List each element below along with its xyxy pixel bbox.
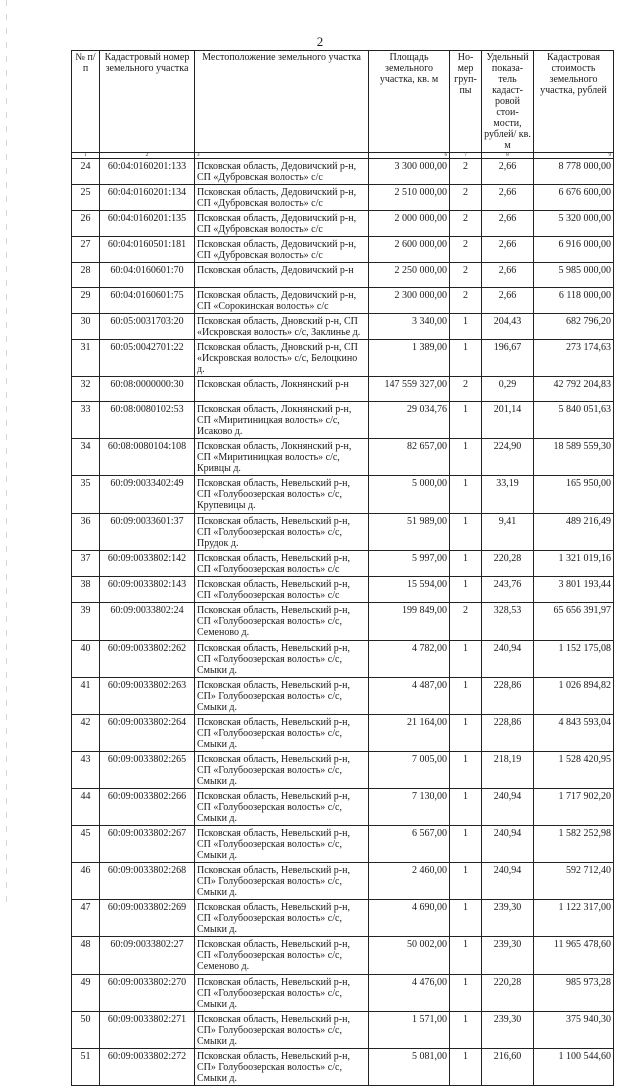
cell-unit-rate: 204,43 bbox=[482, 314, 534, 340]
cell-row-number: 37 bbox=[72, 551, 100, 577]
cell-row-number: 43 bbox=[72, 752, 100, 789]
cell-group-number: 2 bbox=[450, 288, 482, 314]
cell-unit-rate: 218,19 bbox=[482, 752, 534, 789]
cell-row-number: 34 bbox=[72, 439, 100, 476]
cell-row-number: 47 bbox=[72, 900, 100, 937]
cell-cadastral-cost: 1 152 175,08 bbox=[534, 641, 614, 678]
scan-edge bbox=[6, 0, 7, 905]
cell-location: Псковская область, Невельский р-н, СП» Голубоозерская волость» с/с, Смыки д. bbox=[195, 1012, 369, 1049]
cell-row-number: 25 bbox=[72, 185, 100, 211]
header-area: Площадь земельного участка, кв. м bbox=[369, 51, 450, 153]
cell-unit-rate: 328,53 bbox=[482, 603, 534, 641]
cell-cadastral-number: 60:09:0033802:143 bbox=[100, 577, 195, 603]
cell-cadastral-number: 60:04:0160601:75 bbox=[100, 288, 195, 314]
cell-group-number: 1 bbox=[450, 1012, 482, 1049]
cell-location: Псковская область, Невельский р-н, СП «Голубоозерская волость» с/с, Прудок д. bbox=[195, 514, 369, 551]
cell-area: 3 340,00 bbox=[369, 314, 450, 340]
cell-cadastral-cost: 273 174,63 bbox=[534, 340, 614, 377]
cell-unit-rate: 239,30 bbox=[482, 937, 534, 975]
cell-group-number: 2 bbox=[450, 185, 482, 211]
table-row bbox=[72, 641, 614, 678]
cell-area: 2 250 000,00 bbox=[369, 263, 450, 288]
cell-group-number: 1 bbox=[450, 439, 482, 476]
cell-unit-rate: 240,94 bbox=[482, 641, 534, 678]
cell-location: Псковская область, Дедовичский р-н, СП «Дубровская волость» с/с bbox=[195, 237, 369, 263]
cell-cadastral-number: 60:09:0033802:27 bbox=[100, 937, 195, 975]
cell-cadastral-number: 60:04:0160201:135 bbox=[100, 211, 195, 237]
cell-location: Псковская область, Дедовичский р-н, СП «Дубровская волость» с/с bbox=[195, 185, 369, 211]
cell-row-number: 51 bbox=[72, 1049, 100, 1086]
cell-row-number: 49 bbox=[72, 975, 100, 1012]
cell-row-number: 33 bbox=[72, 402, 100, 439]
cell-cadastral-cost: 65 656 391,97 bbox=[534, 603, 614, 641]
cell-group-number: 1 bbox=[450, 402, 482, 439]
cell-area: 2 460,00 bbox=[369, 863, 450, 900]
cell-unit-rate: 201,14 bbox=[482, 402, 534, 439]
cell-area: 3 300 000,00 bbox=[369, 159, 450, 185]
cell-area: 21 164,00 bbox=[369, 715, 450, 752]
col-index: 1 bbox=[72, 153, 100, 159]
cell-group-number: 1 bbox=[450, 476, 482, 514]
cell-unit-rate: 2,66 bbox=[482, 288, 534, 314]
table-row bbox=[72, 715, 614, 752]
cell-unit-rate: 243,76 bbox=[482, 577, 534, 603]
cell-row-number: 27 bbox=[72, 237, 100, 263]
cell-cadastral-cost: 1 026 894,82 bbox=[534, 678, 614, 715]
table-row bbox=[72, 288, 614, 314]
cell-cadastral-cost: 6 676 600,00 bbox=[534, 185, 614, 211]
cell-location: Псковская область, Локнянский р-н, СП «Миритиницкая волость» с/с, Исаково д. bbox=[195, 402, 369, 439]
cell-group-number: 2 bbox=[450, 377, 482, 402]
cell-cadastral-number: 60:08:0000000:30 bbox=[100, 377, 195, 402]
table-row bbox=[72, 826, 614, 863]
cell-area: 4 487,00 bbox=[369, 678, 450, 715]
cell-area: 6 567,00 bbox=[369, 826, 450, 863]
cell-unit-rate: 33,19 bbox=[482, 476, 534, 514]
cell-group-number: 2 bbox=[450, 211, 482, 237]
header-cadastral-number: Кадастровый номер земельного участка bbox=[100, 51, 195, 153]
cell-cadastral-cost: 1 100 544,60 bbox=[534, 1049, 614, 1086]
cell-location: Псковская область, Невельский р-н, СП «Голубоозерская волость» с/с, Крупевицы д. bbox=[195, 476, 369, 514]
cell-location: Псковская область, Невельский р-н, СП «Голубоозерская волость» с/с bbox=[195, 551, 369, 577]
table-row bbox=[72, 577, 614, 603]
cell-cadastral-number: 60:04:0160201:134 bbox=[100, 185, 195, 211]
cell-cadastral-number: 60:04:0160501:181 bbox=[100, 237, 195, 263]
cell-location: Псковская область, Невельский р-н, СП «Голубоозерская волость» с/с, Смыки д. bbox=[195, 900, 369, 937]
table-row bbox=[72, 314, 614, 340]
cell-area: 4 690,00 bbox=[369, 900, 450, 937]
cell-cadastral-number: 60:09:0033402:49 bbox=[100, 476, 195, 514]
cell-group-number: 1 bbox=[450, 577, 482, 603]
cell-area: 50 002,00 bbox=[369, 937, 450, 975]
cell-area: 2 000 000,00 bbox=[369, 211, 450, 237]
cell-location: Псковская область, Локнянский р-н, СП «Миритиницкая волость» с/с, Кривцы д. bbox=[195, 439, 369, 476]
page-number: 2 bbox=[316, 34, 324, 49]
cell-unit-rate: 240,94 bbox=[482, 863, 534, 900]
cell-row-number: 48 bbox=[72, 937, 100, 975]
cell-area: 5 997,00 bbox=[369, 551, 450, 577]
cell-row-number: 40 bbox=[72, 641, 100, 678]
cadastral-value-table bbox=[71, 50, 614, 1086]
cell-cadastral-cost: 1 582 252,98 bbox=[534, 826, 614, 863]
cell-area: 5 081,00 bbox=[369, 1049, 450, 1086]
cell-location: Псковская область, Невельский р-н, СП «Голубоозерская волость» с/с bbox=[195, 577, 369, 603]
table-row bbox=[72, 937, 614, 975]
cell-row-number: 42 bbox=[72, 715, 100, 752]
cell-area: 2 300 000,00 bbox=[369, 288, 450, 314]
cell-cadastral-cost: 682 796,20 bbox=[534, 314, 614, 340]
cell-group-number: 1 bbox=[450, 863, 482, 900]
col-index: 2 bbox=[100, 153, 195, 159]
cell-group-number: 1 bbox=[450, 551, 482, 577]
cell-cadastral-cost: 4 843 593,04 bbox=[534, 715, 614, 752]
table-row bbox=[72, 1012, 614, 1049]
cell-unit-rate: 9,41 bbox=[482, 514, 534, 551]
cell-cadastral-cost: 42 792 204,83 bbox=[534, 377, 614, 402]
cell-area: 2 510 000,00 bbox=[369, 185, 450, 211]
cell-cadastral-number: 60:05:0031703:20 bbox=[100, 314, 195, 340]
cell-area: 4 782,00 bbox=[369, 641, 450, 678]
table-row bbox=[72, 863, 614, 900]
cell-row-number: 30 bbox=[72, 314, 100, 340]
cell-cadastral-number: 60:09:0033802:266 bbox=[100, 789, 195, 826]
cell-location: Псковская область, Дедовичский р-н, СП «Сорокинская волость» с/с bbox=[195, 288, 369, 314]
cell-location: Псковская область, Невельский р-н, СП «Голубоозерская волость» с/с, Смыки д. bbox=[195, 975, 369, 1012]
header-rate: Удельный показа-тель кадаст-ровой стои-мости, рублей/ кв. м bbox=[482, 51, 534, 153]
table-row bbox=[72, 1049, 614, 1086]
cell-cadastral-number: 60:09:0033802:265 bbox=[100, 752, 195, 789]
cell-cadastral-cost: 6 118 000,00 bbox=[534, 288, 614, 314]
cell-area: 1 389,00 bbox=[369, 340, 450, 377]
cell-unit-rate: 216,60 bbox=[482, 1049, 534, 1086]
cell-row-number: 32 bbox=[72, 377, 100, 402]
cell-cadastral-cost: 1 321 019,16 bbox=[534, 551, 614, 577]
header-row bbox=[72, 51, 614, 153]
cell-unit-rate: 2,66 bbox=[482, 185, 534, 211]
cell-cadastral-cost: 1 528 420,95 bbox=[534, 752, 614, 789]
cell-row-number: 46 bbox=[72, 863, 100, 900]
cell-cadastral-cost: 592 712,40 bbox=[534, 863, 614, 900]
cell-area: 5 000,00 bbox=[369, 476, 450, 514]
table-row bbox=[72, 551, 614, 577]
cell-area: 147 559 327,00 bbox=[369, 377, 450, 402]
cell-area: 1 571,00 bbox=[369, 1012, 450, 1049]
table-row bbox=[72, 789, 614, 826]
cell-group-number: 1 bbox=[450, 1049, 482, 1086]
cell-location: Псковская область, Невельский р-н, СП «Голубоозерская волость» с/с, Смыки д. bbox=[195, 789, 369, 826]
cell-unit-rate: 2,66 bbox=[482, 263, 534, 288]
cell-area: 15 594,00 bbox=[369, 577, 450, 603]
cell-area: 51 989,00 bbox=[369, 514, 450, 551]
cell-location: Псковская область, Невельский р-н, СП» Голубоозерская волость» с/с, Смыки д. bbox=[195, 863, 369, 900]
cell-location: Псковская область, Дедовичский р-н, СП «Дубровская волость» с/с bbox=[195, 211, 369, 237]
cell-unit-rate: 240,94 bbox=[482, 789, 534, 826]
cell-cadastral-number: 60:09:0033802:24 bbox=[100, 603, 195, 641]
cell-unit-rate: 239,30 bbox=[482, 1012, 534, 1049]
cell-area: 7 130,00 bbox=[369, 789, 450, 826]
header-location: Местоположение земельного участка bbox=[195, 51, 369, 153]
table-row bbox=[72, 377, 614, 402]
col-index: 6 bbox=[369, 153, 450, 159]
cell-group-number: 1 bbox=[450, 715, 482, 752]
cell-location: Псковская область, Невельский р-н, СП «Голубоозерская волость» с/с, Смыки д. bbox=[195, 826, 369, 863]
table-row bbox=[72, 263, 614, 288]
cell-location: Псковская область, Невельский р-н, СП «Голубоозерская волость» с/с, Смыки д. bbox=[195, 715, 369, 752]
cell-area: 199 849,00 bbox=[369, 603, 450, 641]
table-row bbox=[72, 900, 614, 937]
table-row bbox=[72, 476, 614, 514]
table-row bbox=[72, 975, 614, 1012]
cell-group-number: 1 bbox=[450, 937, 482, 975]
cell-location: Псковская область, Невельский р-н, СП» Голубоозерская волость» с/с, Смыки д. bbox=[195, 678, 369, 715]
cell-row-number: 41 bbox=[72, 678, 100, 715]
cell-unit-rate: 228,86 bbox=[482, 678, 534, 715]
cell-cadastral-cost: 1 717 902,20 bbox=[534, 789, 614, 826]
cell-cadastral-number: 60:08:0080104:108 bbox=[100, 439, 195, 476]
cell-row-number: 28 bbox=[72, 263, 100, 288]
cell-unit-rate: 2,66 bbox=[482, 159, 534, 185]
cell-group-number: 1 bbox=[450, 900, 482, 937]
cell-group-number: 1 bbox=[450, 975, 482, 1012]
cell-unit-rate: 0,29 bbox=[482, 377, 534, 402]
cell-row-number: 45 bbox=[72, 826, 100, 863]
cell-row-number: 24 bbox=[72, 159, 100, 185]
table-row bbox=[72, 752, 614, 789]
cell-group-number: 1 bbox=[450, 514, 482, 551]
cell-location: Псковская область, Невельский р-н, СП» Голубоозерская волость» с/с, Смыки д. bbox=[195, 1049, 369, 1086]
cell-unit-rate: 220,28 bbox=[482, 551, 534, 577]
table-row bbox=[72, 340, 614, 377]
cell-group-number: 1 bbox=[450, 641, 482, 678]
cell-group-number: 1 bbox=[450, 826, 482, 863]
cell-location: Псковская область, Локнянский р-н bbox=[195, 377, 369, 402]
cell-group-number: 2 bbox=[450, 263, 482, 288]
cell-cadastral-number: 60:09:0033802:263 bbox=[100, 678, 195, 715]
cell-cadastral-number: 60:09:0033802:268 bbox=[100, 863, 195, 900]
cell-cadastral-number: 60:05:0042701:22 bbox=[100, 340, 195, 377]
cell-group-number: 2 bbox=[450, 603, 482, 641]
cell-cadastral-number: 60:09:0033802:267 bbox=[100, 826, 195, 863]
col-index: 7 bbox=[450, 153, 482, 159]
cell-area: 4 476,00 bbox=[369, 975, 450, 1012]
cell-cadastral-number: 60:09:0033601:37 bbox=[100, 514, 195, 551]
header-number: № п/п bbox=[72, 51, 100, 153]
cell-unit-rate: 220,28 bbox=[482, 975, 534, 1012]
cell-group-number: 1 bbox=[450, 678, 482, 715]
cell-area: 29 034,76 bbox=[369, 402, 450, 439]
header-group: Но-мер груп-пы bbox=[450, 51, 482, 153]
cell-cadastral-number: 60:09:0033802:270 bbox=[100, 975, 195, 1012]
cell-cadastral-number: 60:09:0033802:272 bbox=[100, 1049, 195, 1086]
col-index: 8 bbox=[482, 153, 534, 159]
cell-row-number: 38 bbox=[72, 577, 100, 603]
cell-unit-rate: 2,66 bbox=[482, 211, 534, 237]
table-row bbox=[72, 185, 614, 211]
cell-group-number: 2 bbox=[450, 159, 482, 185]
cell-cadastral-cost: 18 589 559,30 bbox=[534, 439, 614, 476]
table-row bbox=[72, 237, 614, 263]
col-index: 3 bbox=[195, 153, 369, 159]
cell-cadastral-number: 60:08:0080102:53 bbox=[100, 402, 195, 439]
cell-location: Псковская область, Невельский р-н, СП «Голубоозерская волость» с/с, Смыки д. bbox=[195, 752, 369, 789]
cell-unit-rate: 224,90 bbox=[482, 439, 534, 476]
cell-cadastral-cost: 8 778 000,00 bbox=[534, 159, 614, 185]
col-index: 9 bbox=[534, 153, 614, 159]
cell-cadastral-cost: 489 216,49 bbox=[534, 514, 614, 551]
cell-group-number: 2 bbox=[450, 237, 482, 263]
cell-cadastral-cost: 11 965 478,60 bbox=[534, 937, 614, 975]
cell-cadastral-cost: 5 840 051,63 bbox=[534, 402, 614, 439]
cell-cadastral-cost: 3 801 193,44 bbox=[534, 577, 614, 603]
cell-location: Псковская область, Дедовичский р-н, СП «Дубровская волость» с/с bbox=[195, 159, 369, 185]
cell-area: 7 005,00 bbox=[369, 752, 450, 789]
cell-area: 82 657,00 bbox=[369, 439, 450, 476]
table-row bbox=[72, 678, 614, 715]
cell-row-number: 35 bbox=[72, 476, 100, 514]
cell-cadastral-cost: 165 950,00 bbox=[534, 476, 614, 514]
cell-cadastral-number: 60:09:0033802:264 bbox=[100, 715, 195, 752]
cell-location: Псковская область, Дновский р-н, СП «Искровская волость» с/с, Заклинье д. bbox=[195, 314, 369, 340]
cell-cadastral-number: 60:04:0160601:70 bbox=[100, 263, 195, 288]
table-row bbox=[72, 514, 614, 551]
table-row bbox=[72, 603, 614, 641]
cell-cadastral-number: 60:04:0160201:133 bbox=[100, 159, 195, 185]
cell-location: Псковская область, Дедовичский р-н bbox=[195, 263, 369, 288]
table-row bbox=[72, 159, 614, 185]
cell-cadastral-number: 60:09:0033802:271 bbox=[100, 1012, 195, 1049]
cell-row-number: 44 bbox=[72, 789, 100, 826]
cell-group-number: 1 bbox=[450, 314, 482, 340]
header-cost: Кадастровая стоимость земельного участка, рублей bbox=[534, 51, 614, 153]
cell-group-number: 1 bbox=[450, 340, 482, 377]
cell-cadastral-cost: 985 973,28 bbox=[534, 975, 614, 1012]
cell-unit-rate: 228,86 bbox=[482, 715, 534, 752]
cell-row-number: 36 bbox=[72, 514, 100, 551]
cell-row-number: 39 bbox=[72, 603, 100, 641]
cell-row-number: 29 bbox=[72, 288, 100, 314]
cell-cadastral-cost: 375 940,30 bbox=[534, 1012, 614, 1049]
cell-cadastral-cost: 5 985 000,00 bbox=[534, 263, 614, 288]
cell-unit-rate: 2,66 bbox=[482, 237, 534, 263]
cell-cadastral-number: 60:09:0033802:262 bbox=[100, 641, 195, 678]
cell-cadastral-cost: 5 320 000,00 bbox=[534, 211, 614, 237]
cell-cadastral-number: 60:09:0033802:142 bbox=[100, 551, 195, 577]
cell-row-number: 50 bbox=[72, 1012, 100, 1049]
cell-group-number: 1 bbox=[450, 752, 482, 789]
table-row bbox=[72, 439, 614, 476]
table-row bbox=[72, 402, 614, 439]
cell-cadastral-cost: 1 122 317,00 bbox=[534, 900, 614, 937]
cell-group-number: 1 bbox=[450, 789, 482, 826]
cell-cadastral-cost: 6 916 000,00 bbox=[534, 237, 614, 263]
cell-location: Псковская область, Невельский р-н, СП «Голубоозерская волость» с/с, Смыки д. bbox=[195, 641, 369, 678]
cell-area: 2 600 000,00 bbox=[369, 237, 450, 263]
cell-row-number: 31 bbox=[72, 340, 100, 377]
cell-location: Псковская область, Дновский р-н, СП «Искровская волость» с/с, Белоцкино д. bbox=[195, 340, 369, 377]
table-row bbox=[72, 211, 614, 237]
cell-location: Псковская область, Невельский р-н, СП «Голубоозерская волость» с/с, Семеново д. bbox=[195, 937, 369, 975]
cell-location: Псковская область, Невельский р-н, СП «Голубоозерская волость» с/с, Семеново д. bbox=[195, 603, 369, 641]
cell-unit-rate: 239,30 bbox=[482, 900, 534, 937]
cell-row-number: 26 bbox=[72, 211, 100, 237]
cell-cadastral-number: 60:09:0033802:269 bbox=[100, 900, 195, 937]
cell-unit-rate: 240,94 bbox=[482, 826, 534, 863]
cell-unit-rate: 196,67 bbox=[482, 340, 534, 377]
